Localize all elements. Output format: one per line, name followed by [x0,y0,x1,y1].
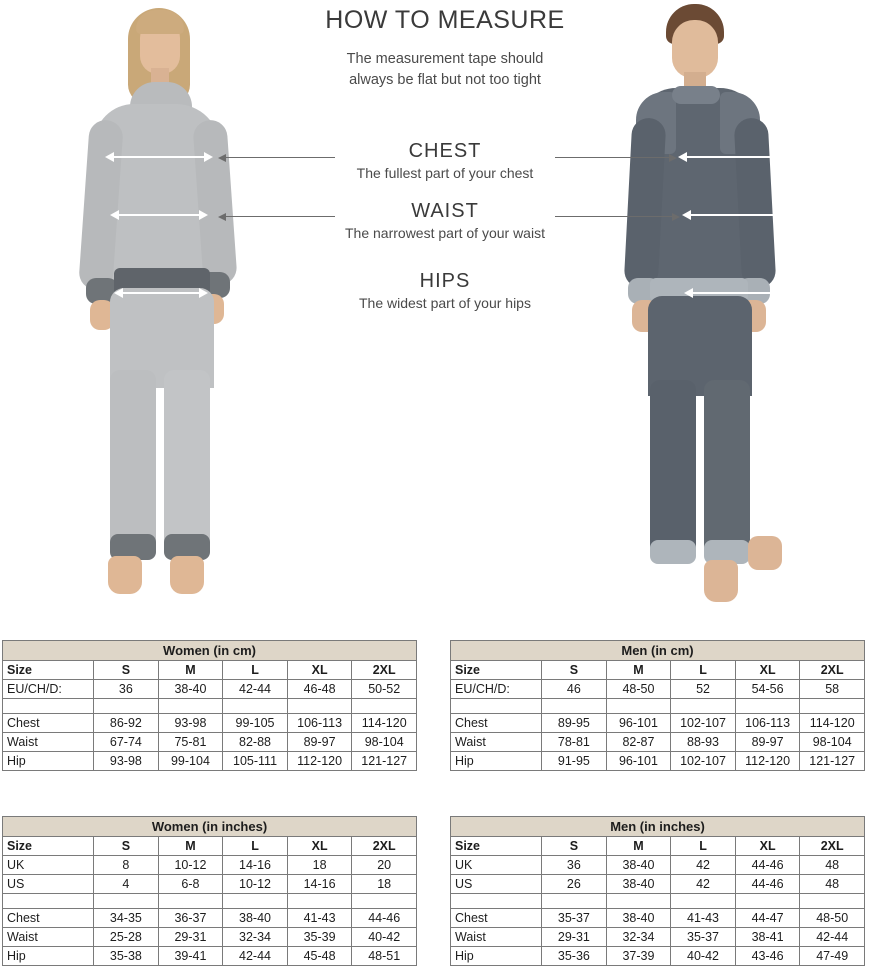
table-row [451,875,865,894]
table-row [451,714,865,733]
row-label: Waist [451,928,542,947]
table-cell: 96-101 [606,714,671,733]
table-spacer-cell [287,894,352,909]
row-label: EU/CH/D: [451,680,542,699]
table-cell: 44-46 [735,856,800,875]
table-spacer-row [451,699,865,714]
table-cell: 44-46 [735,875,800,894]
table-cell: 46-48 [287,680,352,699]
table-cell: 105-111 [223,752,288,771]
table-cell: 112-120 [287,752,352,771]
table-cell: 52 [671,680,736,699]
column-header: 2XL [352,661,417,680]
table-cell: 38-40 [606,856,671,875]
table-spacer-cell [606,894,671,909]
table-cell: 99-104 [158,752,223,771]
table-cell: 89-97 [735,733,800,752]
table-spacer-cell [352,894,417,909]
table-spacer-cell [223,699,288,714]
table-spacer-cell [800,894,865,909]
table-cell: 50-52 [352,680,417,699]
male-face [672,20,718,78]
size-table-women-cm [2,640,417,771]
table-row [451,909,865,928]
table-spacer-cell [451,894,542,909]
table-cell: 42 [671,875,736,894]
table-spacer-cell [158,894,223,909]
measure-header [255,0,635,91]
table-caption-row [451,641,865,661]
table-caption-row [451,817,865,837]
column-header: XL [287,837,352,856]
table-cell: 114-120 [800,714,865,733]
table-cell: 38-40 [606,909,671,928]
table-cell: 93-98 [158,714,223,733]
size-table-women-cm [2,640,417,771]
table-spacer-cell [735,894,800,909]
table-cell: 48 [800,875,865,894]
male-left-foot [704,560,738,602]
table-spacer-cell [3,894,94,909]
table-cell: 18 [352,875,417,894]
column-header: 2XL [800,661,865,680]
table-cell: 58 [800,680,865,699]
size-table-men-inches [450,816,865,966]
table-cell: 98-104 [800,733,865,752]
row-label: US [451,875,542,894]
female-left-foot [108,556,142,594]
column-header: M [606,661,671,680]
table-cell: 36 [94,680,159,699]
table-header-row [3,837,417,856]
table-cell: 67-74 [94,733,159,752]
column-header: L [671,661,736,680]
row-label: US [3,875,94,894]
table-cell: 29-31 [542,928,607,947]
size-table-men-inches [450,816,865,966]
table-spacer-row [451,894,865,909]
measure-name-chest: CHEST [408,140,482,162]
table-cell: 25-28 [94,928,159,947]
column-header: L [671,837,736,856]
female-chest-arrow [113,156,205,158]
size-table-men-cm [450,640,865,771]
size-table-women-inches [2,816,417,966]
table-cell: 41-43 [287,909,352,928]
table-cell: 39-41 [158,947,223,966]
table-cell: 10-12 [158,856,223,875]
measure-label-chest [255,140,635,181]
table-cell: 36-37 [158,909,223,928]
table-header-row [3,661,417,680]
table-cell: 42-44 [223,947,288,966]
male-left-leg [650,380,696,560]
row-label: Chest [451,909,542,928]
table-cell: 35-37 [542,909,607,928]
row-label: Hip [3,752,94,771]
table-caption: Women (in cm) [3,641,417,661]
table-cell: 82-88 [223,733,288,752]
row-label: Hip [451,752,542,771]
table-cell: 35-39 [287,928,352,947]
measure-name-waist: WAIST [411,200,479,222]
column-header: Size [451,837,542,856]
male-hips-arrow [692,292,776,294]
table-cell: 44-47 [735,909,800,928]
table-cell: 6-8 [158,875,223,894]
table-cell: 14-16 [287,875,352,894]
female-waist-arrow [118,214,200,216]
table-cell: 86-92 [94,714,159,733]
table-cell: 35-36 [542,947,607,966]
table-row [3,733,417,752]
male-left-ankle-cuff [650,540,696,564]
table-row [3,875,417,894]
table-spacer-row [3,699,417,714]
page-title: HOW TO MEASURE [325,6,565,34]
table-cell: 102-107 [671,714,736,733]
table-spacer-cell [735,699,800,714]
table-cell: 82-87 [606,733,671,752]
female-hair-front [136,10,184,34]
table-spacer-cell [451,699,542,714]
table-cell: 44-46 [352,909,417,928]
table-cell: 14-16 [223,856,288,875]
table-header-row [451,837,865,856]
table-caption-row [3,641,417,661]
female-model-figure [10,0,260,620]
table-cell: 121-127 [352,752,417,771]
table-cell: 91-95 [542,752,607,771]
table-cell: 36 [542,856,607,875]
table-cell: 114-120 [352,714,417,733]
table-cell: 32-34 [223,928,288,947]
page-subtitle-line2: always be flat but not too tight [349,72,541,89]
measure-desc-chest: The fullest part of your chest [356,165,534,181]
table-header-row [451,661,865,680]
table-cell: 45-48 [287,947,352,966]
table-cell: 93-98 [94,752,159,771]
table-spacer-cell [606,699,671,714]
row-label: Chest [451,714,542,733]
table-cell: 48 [800,856,865,875]
table-cell: 96-101 [606,752,671,771]
table-spacer-cell [542,894,607,909]
table-row [3,714,417,733]
table-row [3,856,417,875]
table-cell: 88-93 [671,733,736,752]
table-cell: 29-31 [158,928,223,947]
table-cell: 112-120 [735,752,800,771]
size-table-men-cm [450,640,865,771]
table-cell: 42-44 [223,680,288,699]
table-spacer-cell [94,699,159,714]
column-header: M [606,837,671,856]
table-cell: 40-42 [352,928,417,947]
table-cell: 48-50 [606,680,671,699]
table-row [451,680,865,699]
table-spacer-cell [671,894,736,909]
table-cell: 8 [94,856,159,875]
female-hips-arrow [122,292,200,294]
table-cell: 47-49 [800,947,865,966]
measure-desc-hips: The widest part of your hips [359,295,531,311]
measure-desc-waist: The narrowest part of your waist [345,225,545,241]
table-cell: 18 [287,856,352,875]
table-row [451,928,865,947]
row-label: Hip [3,947,94,966]
column-header: Size [3,837,94,856]
table-cell: 99-105 [223,714,288,733]
male-right-foot [748,536,782,570]
table-cell: 42-44 [800,928,865,947]
female-right-leg [164,370,210,552]
table-row [451,733,865,752]
row-label: UK [451,856,542,875]
table-cell: 38-41 [735,928,800,947]
table-caption: Men (in cm) [451,641,865,661]
table-cell: 106-113 [287,714,352,733]
table-cell: 10-12 [223,875,288,894]
column-header: L [223,837,288,856]
table-cell: 26 [542,875,607,894]
male-right-leg [704,380,750,560]
column-header: Size [3,661,94,680]
table-cell: 54-56 [735,680,800,699]
table-cell: 89-95 [542,714,607,733]
male-chest-arrow [686,156,778,158]
table-cell: 48-50 [800,909,865,928]
table-cell: 89-97 [287,733,352,752]
row-label: Waist [3,733,94,752]
table-row [3,752,417,771]
male-waist-arrow [690,214,778,216]
female-right-foot [170,556,204,594]
page-subtitle-line1: The measurement tape should [346,51,544,67]
table-cell: 38-40 [223,909,288,928]
table-spacer-cell [3,699,94,714]
table-cell: 75-81 [158,733,223,752]
column-header: S [94,661,159,680]
row-label: EU/CH/D: [3,680,94,699]
table-cell: 43-46 [735,947,800,966]
column-header: 2XL [800,837,865,856]
row-label: Waist [451,733,542,752]
table-cell: 41-43 [671,909,736,928]
column-header: M [158,661,223,680]
table-row [3,928,417,947]
row-label: Chest [3,714,94,733]
column-header: S [542,837,607,856]
column-header: S [94,837,159,856]
female-left-leg [110,370,156,552]
male-collar [672,86,720,104]
table-spacer-cell [94,894,159,909]
table-caption: Men (in inches) [451,817,865,837]
page-subtitle [255,49,635,91]
table-row [451,856,865,875]
column-header: M [158,837,223,856]
table-cell: 40-42 [671,947,736,966]
column-header: L [223,661,288,680]
table-spacer-cell [287,699,352,714]
table-cell: 78-81 [542,733,607,752]
measure-name-hips: HIPS [419,270,471,292]
table-caption-row [3,817,417,837]
table-cell: 38-40 [158,680,223,699]
column-header: XL [735,837,800,856]
row-label: Chest [3,909,94,928]
column-header: XL [735,661,800,680]
table-spacer-cell [352,699,417,714]
row-label: UK [3,856,94,875]
table-cell: 4 [94,875,159,894]
table-cell: 20 [352,856,417,875]
table-cell: 38-40 [606,875,671,894]
table-cell: 35-38 [94,947,159,966]
measure-label-hips [255,270,635,311]
table-cell: 32-34 [606,928,671,947]
size-table-women-inches [2,816,417,966]
table-caption: Women (in inches) [3,817,417,837]
table-spacer-cell [223,894,288,909]
table-cell: 42 [671,856,736,875]
measure-label-waist [255,200,635,241]
table-cell: 35-37 [671,928,736,947]
table-spacer-row [3,894,417,909]
table-cell: 98-104 [352,733,417,752]
table-spacer-cell [158,699,223,714]
row-label: Waist [3,928,94,947]
table-cell: 102-107 [671,752,736,771]
table-spacer-cell [671,699,736,714]
table-row [451,947,865,966]
table-row [3,680,417,699]
male-model-figure [620,0,870,620]
table-cell: 48-51 [352,947,417,966]
table-cell: 46 [542,680,607,699]
table-row [451,752,865,771]
table-cell: 34-35 [94,909,159,928]
table-spacer-cell [542,699,607,714]
table-spacer-cell [800,699,865,714]
column-header: S [542,661,607,680]
table-cell: 106-113 [735,714,800,733]
row-label: Hip [451,947,542,966]
column-header: XL [287,661,352,680]
table-cell: 37-39 [606,947,671,966]
table-cell: 121-127 [800,752,865,771]
table-row [3,909,417,928]
table-row [3,947,417,966]
column-header: Size [451,661,542,680]
column-header: 2XL [352,837,417,856]
